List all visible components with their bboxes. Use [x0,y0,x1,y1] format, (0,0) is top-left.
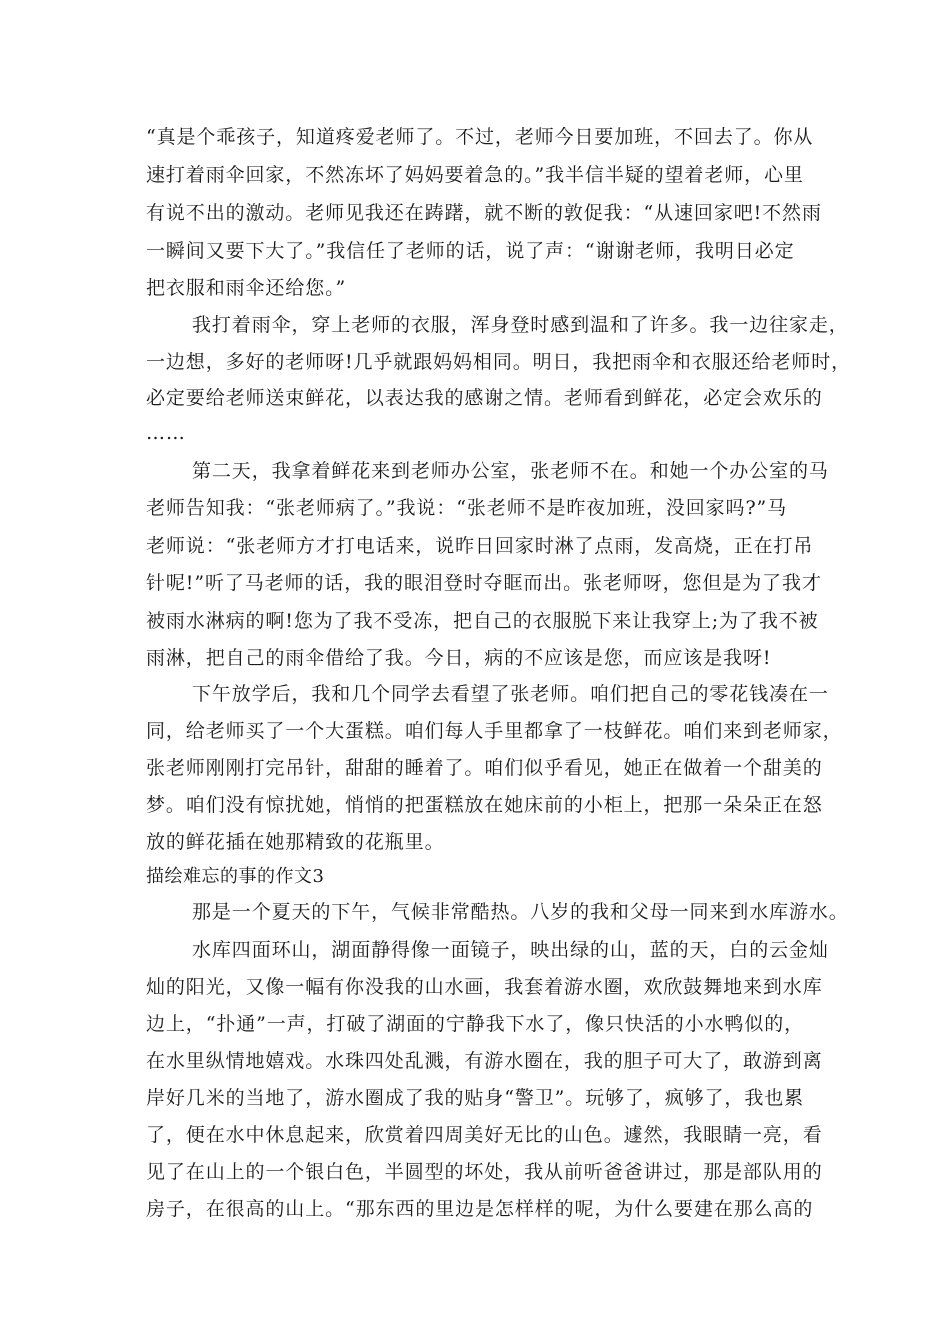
text-line: 同，给老师买了一个大蛋糕。咱们每人手里都拿了一枝鲜花。咱们来到老师家， [146,720,843,742]
paragraph-first-line: 第二天，我拿着鲜花来到老师办公室，张老师不在。和她一个办公室的马 [192,460,829,482]
text-line: 房子，在很高的山上。“那东西的里边是怎样样的呢，为什么要建在那么高的 [146,1198,814,1220]
text-line: …… [146,422,186,444]
text-line: 梦。咱们没有惊扰她，悄悄的把蛋糕放在她床前的小柜上，把那一朵朵正在怒 [146,794,823,816]
text-line: 把衣服和雨伞还给您。” [146,277,347,299]
paragraph-first-line: 那是一个夏天的下午，气候非常酷热。八岁的我和父母一同来到水库游水。 [192,901,849,923]
paragraph-first-line: 水库四面环山，湖面静得像一面镜子，映出绿的山，蓝的天，白的云金灿 [192,939,829,961]
text-line: 张老师刚刚打完吊针，甜甜的睡着了。咱们似乎看见，她正在做着一个甜美的 [146,757,823,779]
paragraph-first-line: 我打着雨伞，穿上老师的衣服，浑身登时感到温和了许多。我一边往家走， [192,314,849,336]
text-line: 针呢!”听了马老师的话，我的眼泪登时夺眶而出。张老师呀，您但是为了我才 [146,572,822,594]
text-line: 一边想，多好的老师呀!几乎就跟妈妈相同。明日，我把雨伞和衣服还给老师时， [146,351,852,373]
paragraph-first-line: 下午放学后，我和几个同学去看望了张老师。咱们把自己的零花钱凑在一 [192,683,829,705]
text-line: 见了在山上的一个银白色，半圆型的坏处，我从前听爸爸讲过，那是部队用的 [146,1161,823,1183]
text-line: 雨淋，把自己的雨伞借给了我。今日，病的不应该是您，而应该是我呀! [146,647,772,669]
text-line: “真是个乖孩子，知道疼爱老师了。不过，老师今日要加班，不回去了。你从 [146,126,814,148]
text-line: 有说不出的激动。老师见我还在踌躇，就不断的敦促我：“从速回家吧!不然雨 [146,202,822,224]
text-line: 灿的阳光，又像一幅有你没我的山水画，我套着游水圈，欢欣鼓舞地来到水库 [146,976,823,998]
text-line: 速打着雨伞回家，不然冻坏了妈妈要着急的。”我半信半疑的望着老师，心里 [146,164,804,186]
text-line: 被雨水淋病的啊!您为了我不受冻，把自己的衣服脱下来让我穿上;为了我不被 [146,610,819,632]
text-line: 边上，“扑通”一声，打破了湖面的宁静我下水了，像只快活的小水鸭似的， [146,1013,805,1035]
section-heading: 描绘难忘的事的作文3 [146,866,325,887]
text-line: 一瞬间又要下大了。”我信任了老师的话，说了声：“谢谢老师，我明日必定 [146,240,795,262]
text-line: 放的鲜花插在她那精致的花瓶里。 [146,831,445,853]
text-line: 老师告知我：“张老师病了。”我说：“张老师不是昨夜加班，没回家吗?”马 [146,497,788,519]
text-line: 了，便在水中休息起来，欣赏着四周美好无比的山色。遽然，我眼睛一亮，看 [146,1124,823,1146]
text-line: 在水里纵情地嬉戏。水珠四处乱溅，有游水圈在，我的胆子可大了，敢游到离 [146,1050,823,1072]
text-line: 岸好几米的当地了，游水圈成了我的贴身“警卫”。玩够了，疯够了，我也累 [146,1087,805,1109]
text-line: 必定要给老师送束鲜花，以表达我的感谢之情。老师看到鲜花，必定会欢乐的 [146,387,823,409]
text-line: 老师说：“张老师方才打电话来，说昨日回家时淋了点雨，发高烧，正在打吊 [146,535,814,557]
